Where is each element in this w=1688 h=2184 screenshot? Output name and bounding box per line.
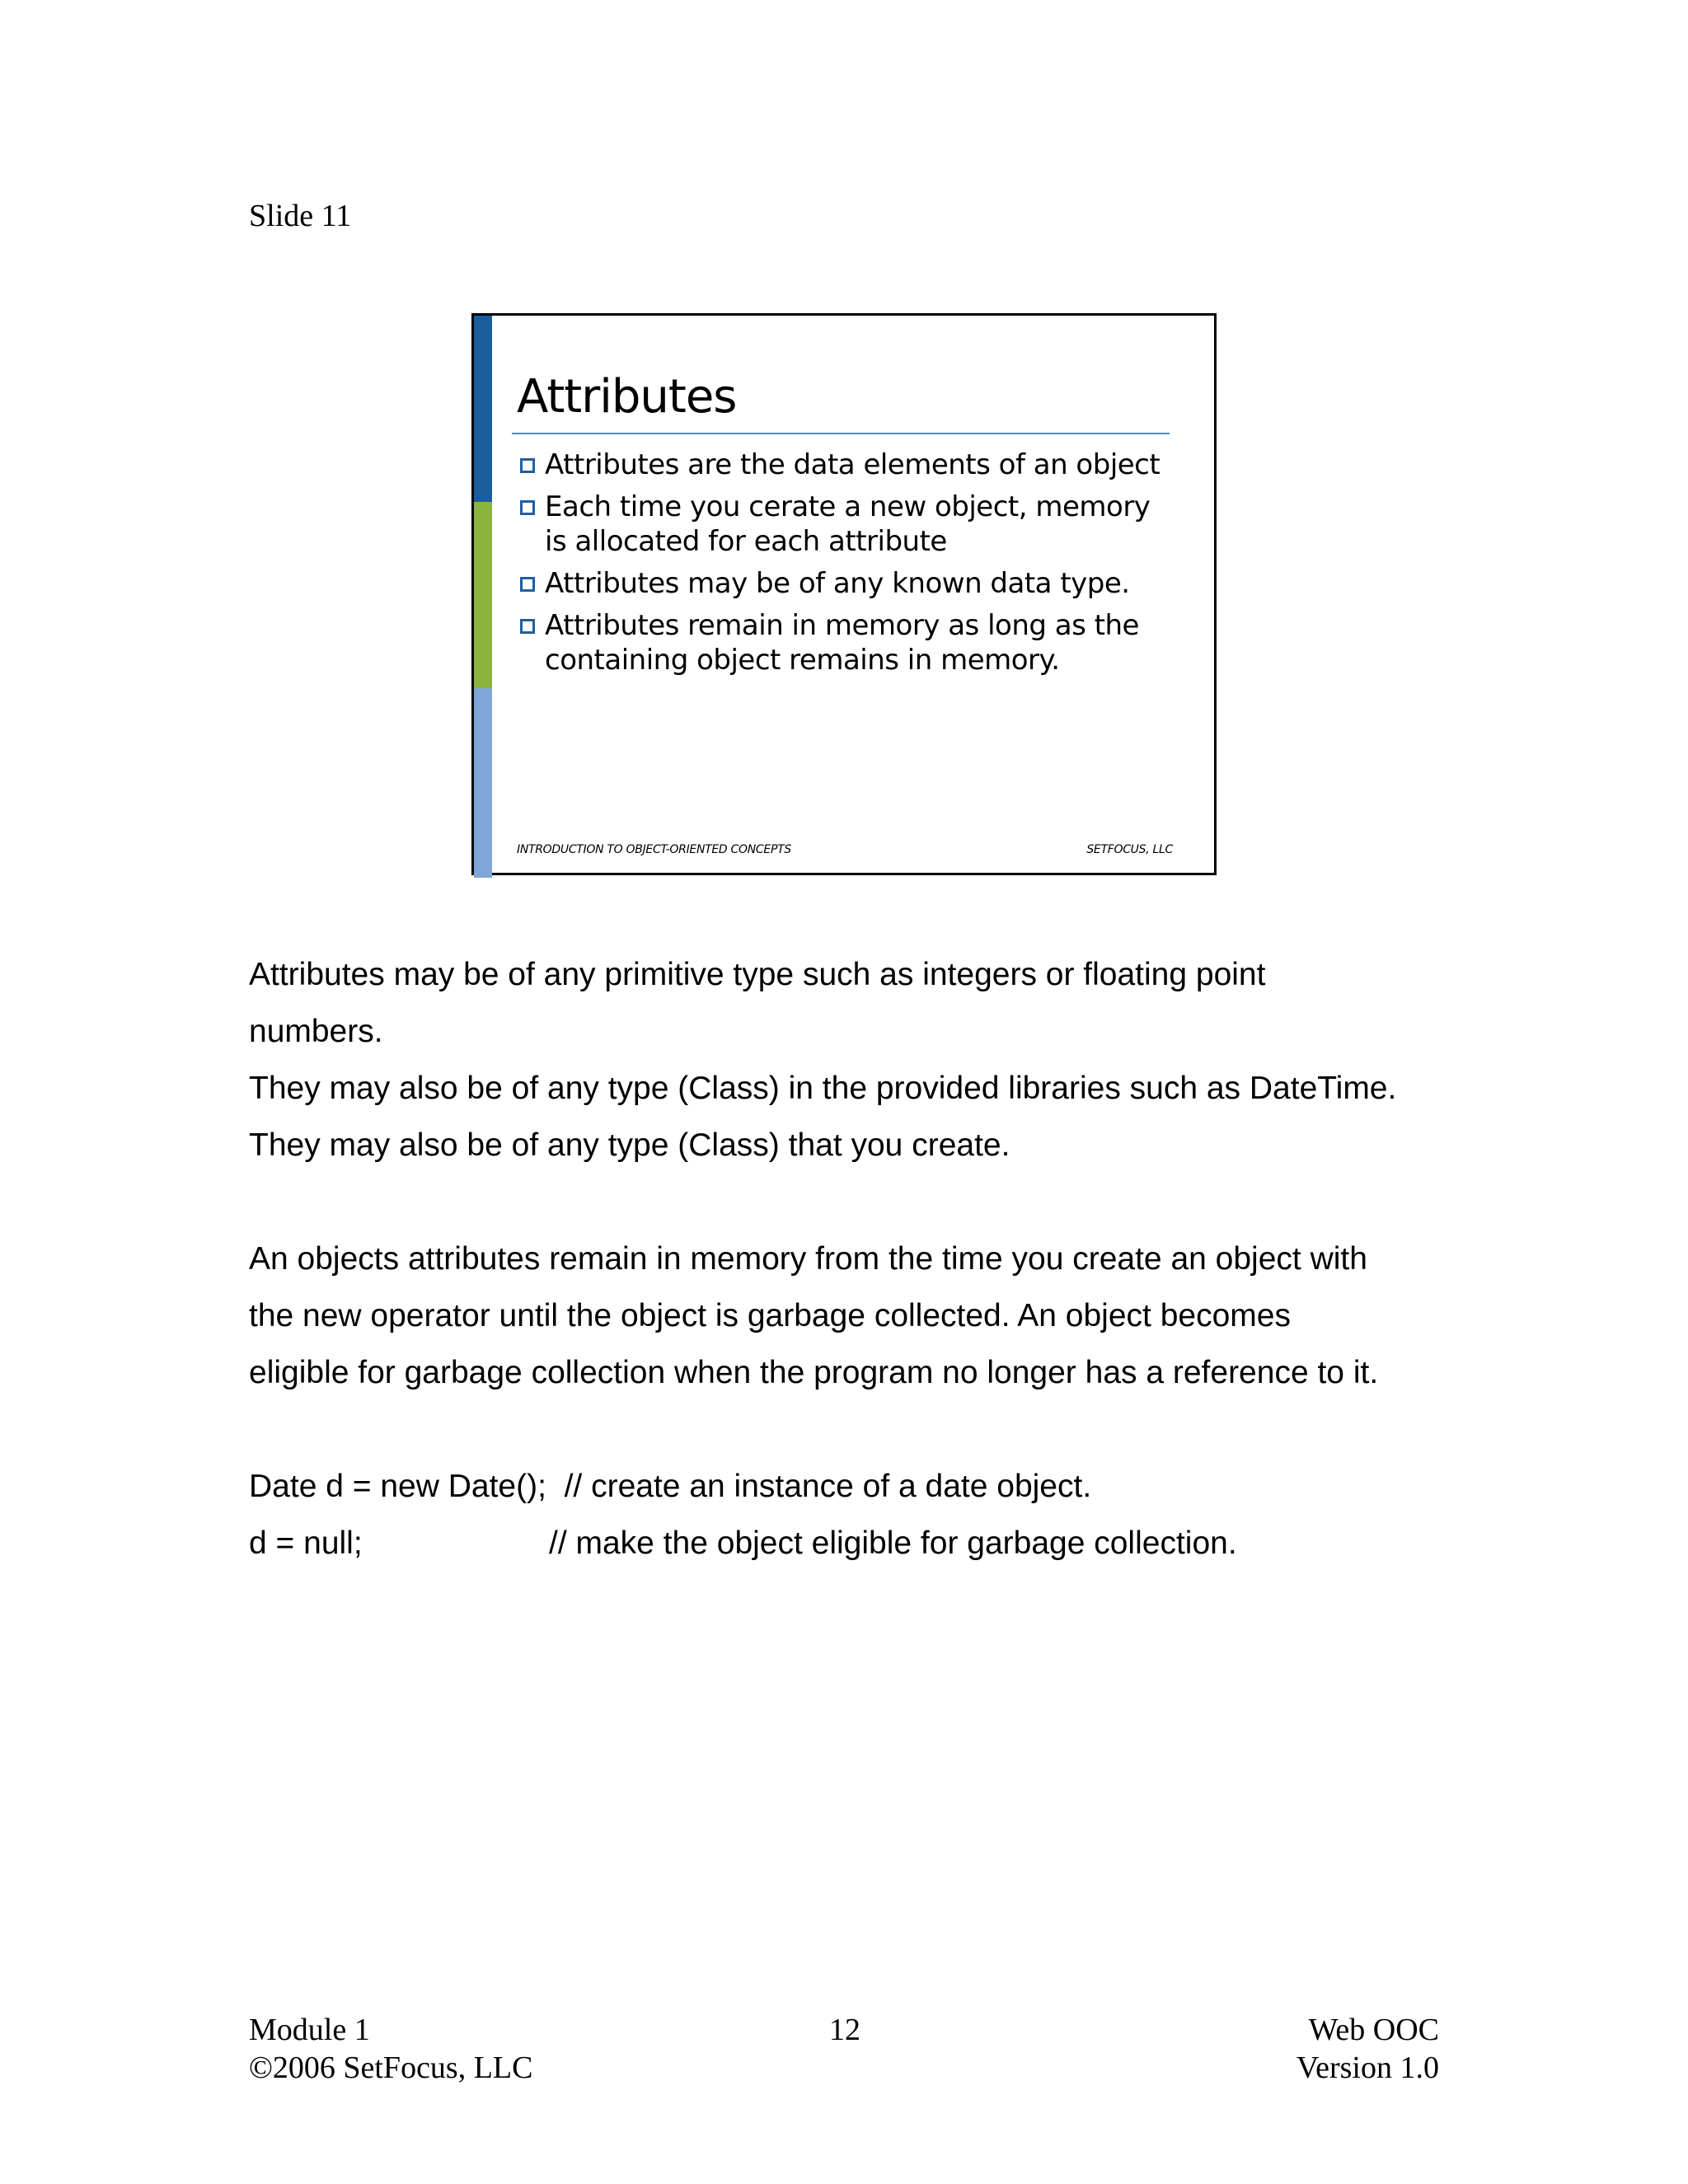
- notes-line: eligible for garbage collection when the program no longer has a reference to it.: [249, 1355, 1379, 1390]
- notes-line: Attributes may be of any primitive type such as integers or floating point: [249, 957, 1266, 992]
- code-statement: d = null;: [249, 1526, 363, 1561]
- notes-line: An objects attributes remain in memory from the time you create an object with: [249, 1241, 1367, 1277]
- footer-version: Version 1.0: [1296, 2050, 1439, 2085]
- notes-line: the new operator until the object is garbage collected. An object becomes: [249, 1298, 1291, 1333]
- slide-bullet: [520, 608, 1171, 677]
- square-bullet-icon: [520, 577, 535, 592]
- footer-copyright: ©2006 SetFocus, LLC: [249, 2050, 533, 2085]
- footer-module: Module 1: [249, 2013, 370, 2047]
- notes-body: [249, 946, 1452, 1572]
- square-bullet-icon: [520, 458, 535, 473]
- slide-title-rule: [512, 433, 1170, 434]
- accent-bar-middle: [474, 502, 492, 688]
- slide-title: Attributes: [517, 370, 737, 424]
- slide-bullet-text: Attributes may be of any known data type.: [545, 567, 1130, 600]
- slide-label: Slide 11: [249, 199, 352, 233]
- slide-accent-bar: [474, 316, 492, 873]
- page-footer-left: [249, 2011, 533, 2087]
- code-statement: Date d = new Date();: [249, 1469, 546, 1504]
- page-footer-right: [1296, 2011, 1439, 2087]
- page-number: 12: [829, 2013, 860, 2047]
- paragraph-gap: [249, 1401, 1452, 1458]
- code-comment: // make the object eligible for garbage collection.: [549, 1526, 1237, 1561]
- slide-bullet: [520, 490, 1171, 559]
- slide-bullet-text: Attributes are the data elements of an object: [545, 448, 1160, 481]
- slide-bullet: [520, 566, 1171, 601]
- code-comment: // create an instance of a date object.: [564, 1469, 1092, 1504]
- slide-footer-company: SETFOCUS, LLC: [1086, 843, 1173, 856]
- slide-bullet-list: [520, 448, 1171, 685]
- slide-bullet: [520, 448, 1171, 482]
- code-line: [249, 1515, 1452, 1572]
- notes-line: They may also be of any type (Class) that you create.: [249, 1127, 1010, 1163]
- notes-line: numbers.: [249, 1014, 383, 1049]
- paragraph-gap: [249, 1174, 1452, 1230]
- accent-bar-bottom: [474, 688, 492, 878]
- slide-bullet-text: Attributes remain in memory as long as the containing object remains in memory.: [545, 609, 1139, 677]
- notes-line: They may also be of any type (Class) in the provided libraries such as DateTime.: [249, 1071, 1397, 1106]
- square-bullet-icon: [520, 619, 535, 634]
- accent-bar-top: [474, 316, 492, 502]
- slide-bullet-text: Each time you cerate a new object, memory is allocated for each attribute: [545, 490, 1151, 558]
- slide-footer-course: INTRODUCTION TO OBJECT-ORIENTED CONCEPTS: [517, 843, 791, 856]
- footer-course: Web OOC: [1308, 2013, 1439, 2047]
- square-bullet-icon: [520, 500, 535, 515]
- slide-thumbnail: [471, 313, 1217, 875]
- code-line: [249, 1458, 1452, 1515]
